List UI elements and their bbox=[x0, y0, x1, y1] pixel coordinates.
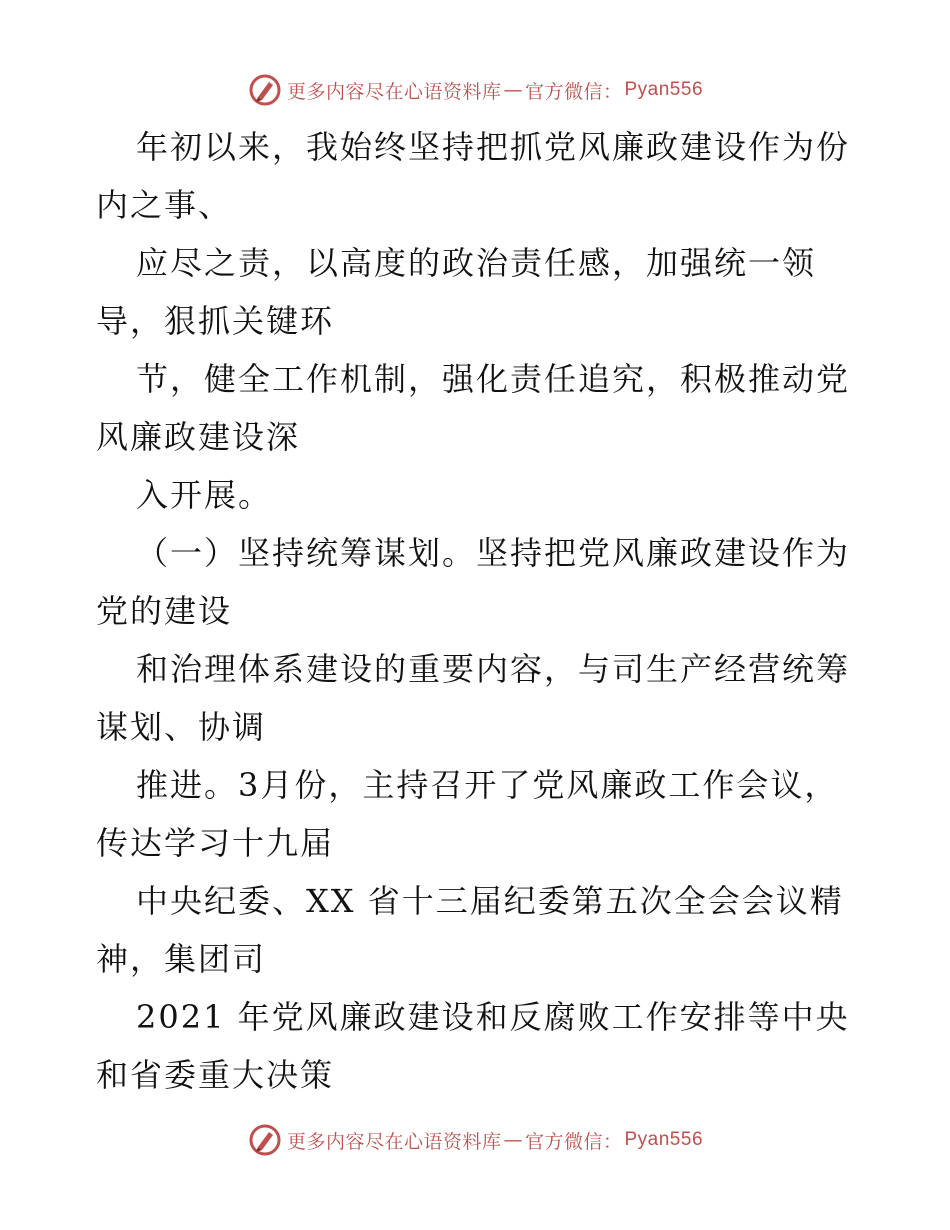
text-line: （一）坚持统筹谋划。坚持把党风廉政建设作为 bbox=[136, 534, 851, 572]
text-line: 和省委重大决策 bbox=[96, 1056, 335, 1094]
text-line: 和治理体系建设的重要内容，与司生产经营统筹 bbox=[136, 650, 851, 688]
watermark-separator: — bbox=[503, 1129, 523, 1151]
footer-watermark bbox=[0, 1120, 950, 1160]
watermark-id: Pyan556 bbox=[624, 79, 704, 100]
text-line: 节，健全工作机制，强化责任追究，积极推动党 bbox=[136, 360, 851, 398]
pen-logo-icon bbox=[247, 1122, 283, 1158]
header-watermark bbox=[0, 70, 950, 110]
watermark-text: 更多内容尽在心语资料库 bbox=[286, 1130, 502, 1153]
pen-logo-icon bbox=[247, 72, 283, 108]
text-line: 应尽之责，以高度的政治责任感，加强统一领 bbox=[136, 244, 817, 282]
text-line: 导，狠抓关键环 bbox=[96, 302, 335, 340]
text-line: 神，集团司 bbox=[96, 940, 267, 978]
text-line: 入开展。 bbox=[136, 476, 273, 514]
watermark-label: 官方微信： bbox=[524, 80, 623, 103]
watermark-label: 官方微信： bbox=[524, 1130, 623, 1153]
text-line: 传达学习十九届 bbox=[96, 824, 335, 862]
text-line: 内之事、 bbox=[96, 186, 233, 224]
text-line: 谋划、协调 bbox=[96, 708, 267, 746]
text-line: 推进。3月份，主持召开了党风廉政工作会议， bbox=[136, 766, 839, 804]
text-line: 中央纪委、XX 省十三届纪委第五次全会会议精 bbox=[136, 882, 844, 920]
watermark-text: 更多内容尽在心语资料库 bbox=[286, 80, 502, 103]
text-line: 党的建设 bbox=[96, 592, 233, 630]
text-line: 风廉政建设深 bbox=[96, 418, 301, 456]
document-body bbox=[96, 118, 876, 1104]
watermark-separator: — bbox=[503, 79, 523, 101]
watermark-id: Pyan556 bbox=[624, 1129, 704, 1150]
text-line: 年初以来，我始终坚持把抓党风廉政建设作为份 bbox=[136, 128, 851, 166]
text-line: 2021 年党风廉政建设和反腐败工作安排等中央 bbox=[136, 998, 850, 1036]
